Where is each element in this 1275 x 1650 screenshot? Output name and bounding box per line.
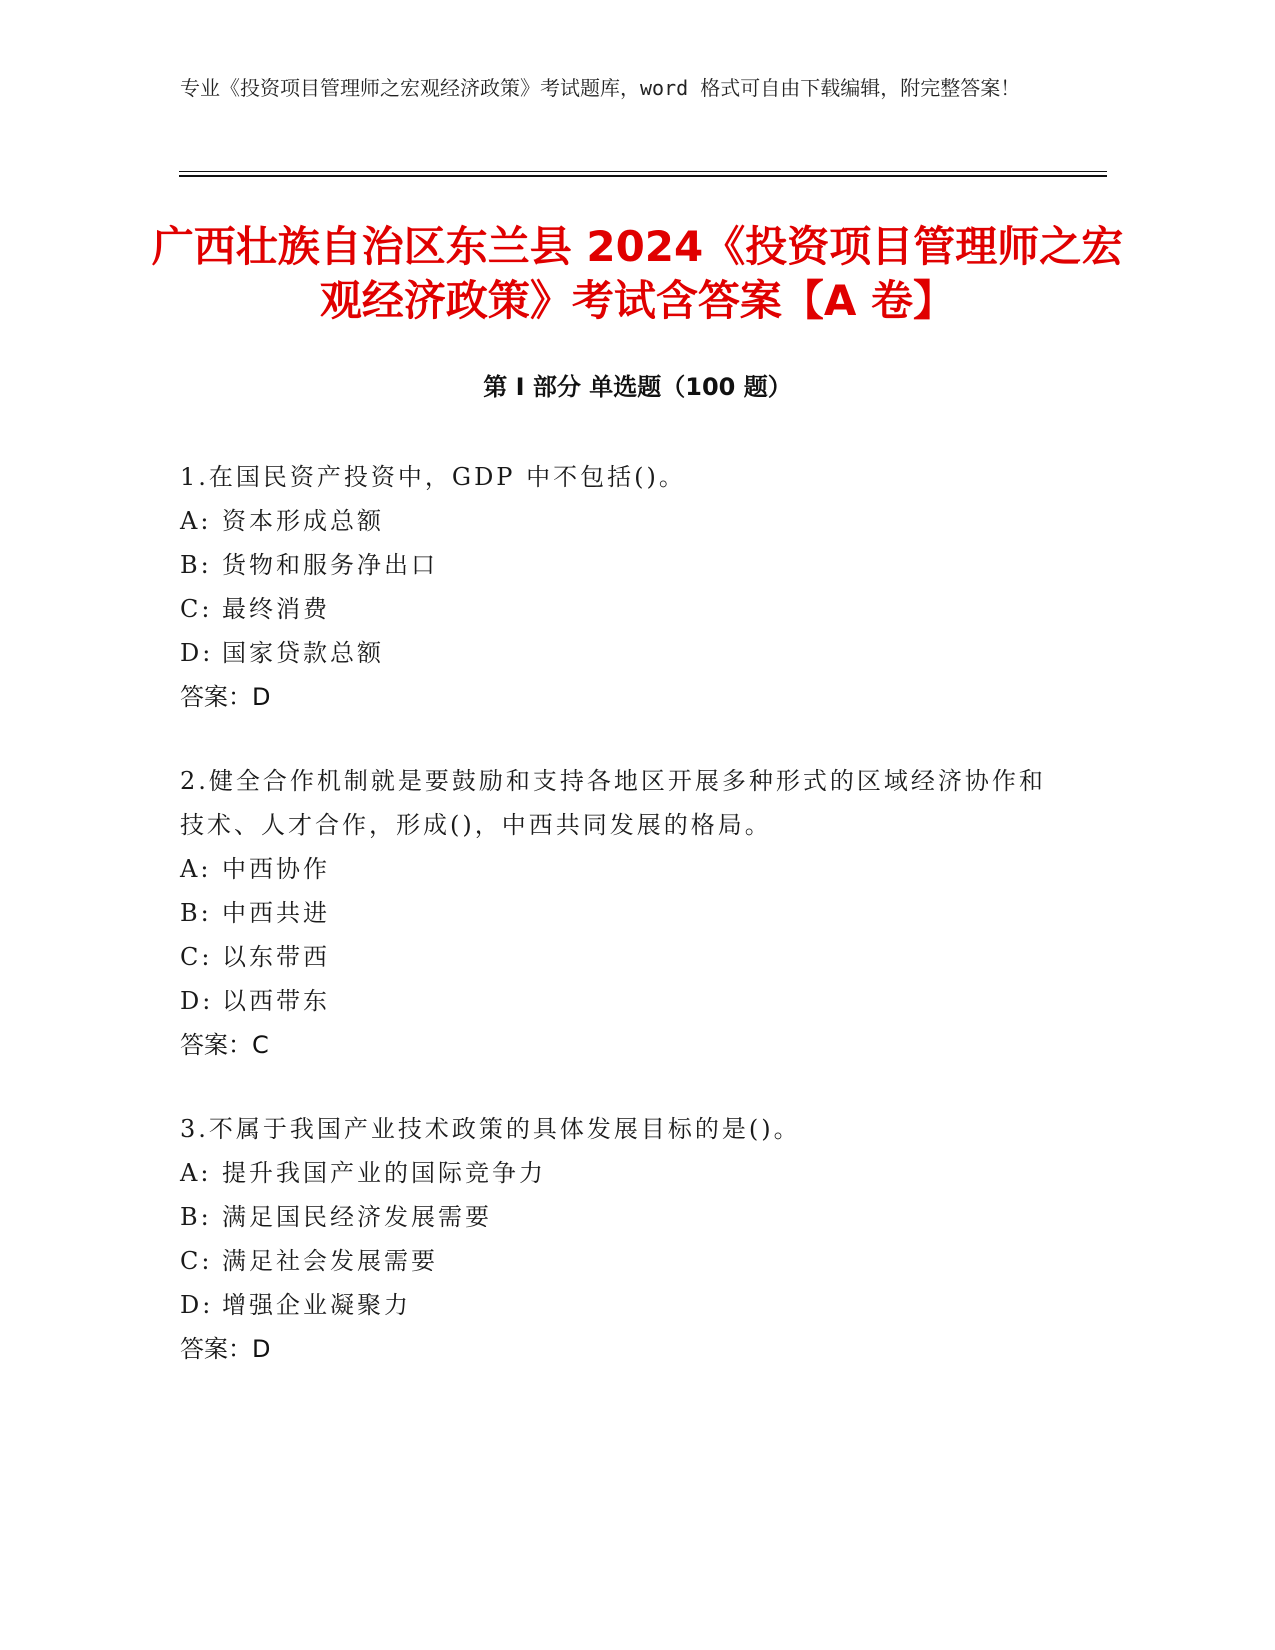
option-text: 货物和服务净出口 [222, 551, 438, 579]
option-b [180, 543, 1060, 587]
answer-value: D [252, 683, 271, 711]
option-text: 资本形成总额 [222, 507, 384, 535]
option-key: C: [180, 595, 213, 623]
option-text: 中西共进 [222, 899, 330, 927]
question-item [180, 1107, 1060, 1371]
option-text: 提升我国产业的国际竞争力 [222, 1159, 546, 1187]
option-key: A: [180, 507, 212, 535]
answer-value: C [252, 1031, 269, 1059]
option-key: B: [180, 899, 212, 927]
question-list [180, 455, 1060, 1411]
option-key: C: [180, 1247, 213, 1275]
answer-line [180, 1023, 1060, 1067]
header-divider-thin [179, 171, 1107, 172]
option-text: 增强企业凝聚力 [222, 1291, 411, 1319]
option-key: B: [180, 1203, 212, 1231]
question-item [180, 759, 1060, 1067]
question-item [180, 455, 1060, 719]
answer-label: 答案： [180, 683, 252, 711]
option-b [180, 1195, 1060, 1239]
option-text: 以东带西 [222, 943, 330, 971]
option-text: 满足国民经济发展需要 [222, 1203, 492, 1231]
question-stem: 1.在国民资产投资中，GDP 中不包括()。 [180, 463, 686, 491]
option-key: A: [180, 855, 212, 883]
document-title: 广西壮族自治区东兰县 2024《投资项目管理师之宏观经济政策》考试含答案【A 卷】 [151, 222, 1124, 325]
option-a [180, 1151, 1060, 1195]
option-a [180, 847, 1060, 891]
option-text: 以西带东 [222, 987, 330, 1015]
option-d [180, 1283, 1060, 1327]
option-key: A: [180, 1159, 212, 1187]
option-d [180, 979, 1060, 1023]
section-heading: 第 I 部分 单选题（100 题） [483, 373, 792, 401]
option-text: 满足社会发展需要 [222, 1247, 438, 1275]
header-note: 专业《投资项目管理师之宏观经济政策》考试题库，word 格式可自由下载编辑，附完整答案！ [180, 76, 1021, 100]
option-key: C: [180, 943, 213, 971]
option-text: 国家贷款总额 [222, 639, 384, 667]
question-stem: 3.不属于我国产业技术政策的具体发展目标的是()。 [180, 1115, 801, 1143]
question-stem: 2.健全合作机制就是要鼓励和支持各地区开展多种形式的区域经济协作和技术、人才合作，形成()，中西共同发展的格局。 [180, 767, 1046, 839]
option-text: 中西协作 [222, 855, 330, 883]
option-key: D: [180, 1291, 214, 1319]
option-key: B: [180, 551, 212, 579]
option-c [180, 587, 1060, 631]
answer-line [180, 1327, 1060, 1371]
option-a [180, 499, 1060, 543]
option-c [180, 935, 1060, 979]
answer-value: D [252, 1335, 271, 1363]
answer-label: 答案： [180, 1031, 252, 1059]
option-key: D: [180, 639, 214, 667]
answer-label: 答案： [180, 1335, 252, 1363]
option-c [180, 1239, 1060, 1283]
header-divider-thick [179, 175, 1107, 177]
option-key: D: [180, 987, 214, 1015]
option-b [180, 891, 1060, 935]
option-text: 最终消费 [222, 595, 330, 623]
answer-line [180, 675, 1060, 719]
option-d [180, 631, 1060, 675]
